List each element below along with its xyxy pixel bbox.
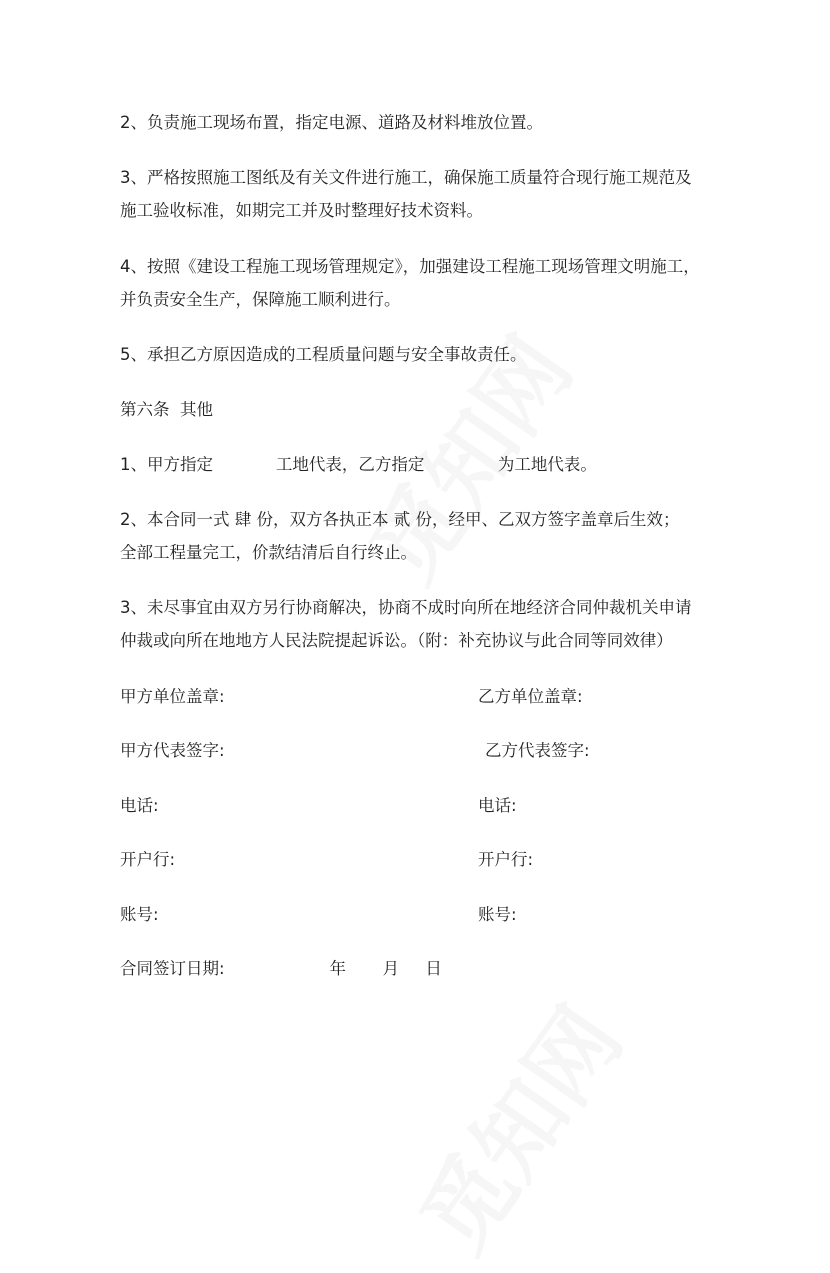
paragraph: 3、严格按照施工图纸及有关文件进行施工，确保施工质量符合现行施工规范及 xyxy=(120,168,692,187)
party-a-account-label: 账号: xyxy=(120,905,159,924)
party-b-rep-label: 乙方代表签字: xyxy=(485,741,590,760)
paragraph: 2、负责施工现场布置，指定电源、道路及材料堆放位置。 xyxy=(120,113,543,132)
paragraph: 4、按照《建设工程施工现场管理规定》，加强建设工程施工现场管理文明施工， xyxy=(120,257,700,276)
party-a-rep-label: 甲方代表签字: xyxy=(120,741,225,760)
party-a-bank-label: 开户行: xyxy=(120,850,176,869)
paragraph: 施工验收标准，如期完工并及时整理好技术资料。 xyxy=(120,201,483,220)
party-b-bank-label: 开户行: xyxy=(478,850,534,869)
party-b-account-label: 账号: xyxy=(478,905,517,924)
paragraph: 5、承担乙方原因造成的工程质量问题与安全事故责任。 xyxy=(120,345,527,364)
party-a-seal-label: 甲方单位盖章: xyxy=(120,687,225,706)
signing-date-label: 合同签订日期: 年 月 日 xyxy=(120,959,442,978)
paragraph: 3、未尽事宜由双方另行协商解决，协商不成时向所在地经济合同仲裁机关申请 xyxy=(120,598,692,617)
party-b-phone-label: 电话: xyxy=(478,796,517,815)
watermark xyxy=(384,977,645,1273)
paragraph: 全部工程量完工，价款结清后自行终止。 xyxy=(120,543,417,562)
party-a-phone-label: 电话: xyxy=(120,796,159,815)
paragraph: 1、甲方指定 工地代表，乙方指定 为工地代表。 xyxy=(120,455,597,474)
paragraph: 并负责安全生产，保障施工顺利进行。 xyxy=(120,290,401,309)
paragraph: 仲裁或向所在地地方人民法院提起诉讼。（附：补充协议与此合同等同效律） xyxy=(120,631,673,650)
section-heading: 第六条 其他 xyxy=(120,400,213,419)
party-b-seal-label: 乙方单位盖章: xyxy=(478,687,583,706)
paragraph: 2、本合同一式 肆 份，双方各执正本 贰 份，经甲、乙双方签字盖章后生效； xyxy=(120,510,680,529)
